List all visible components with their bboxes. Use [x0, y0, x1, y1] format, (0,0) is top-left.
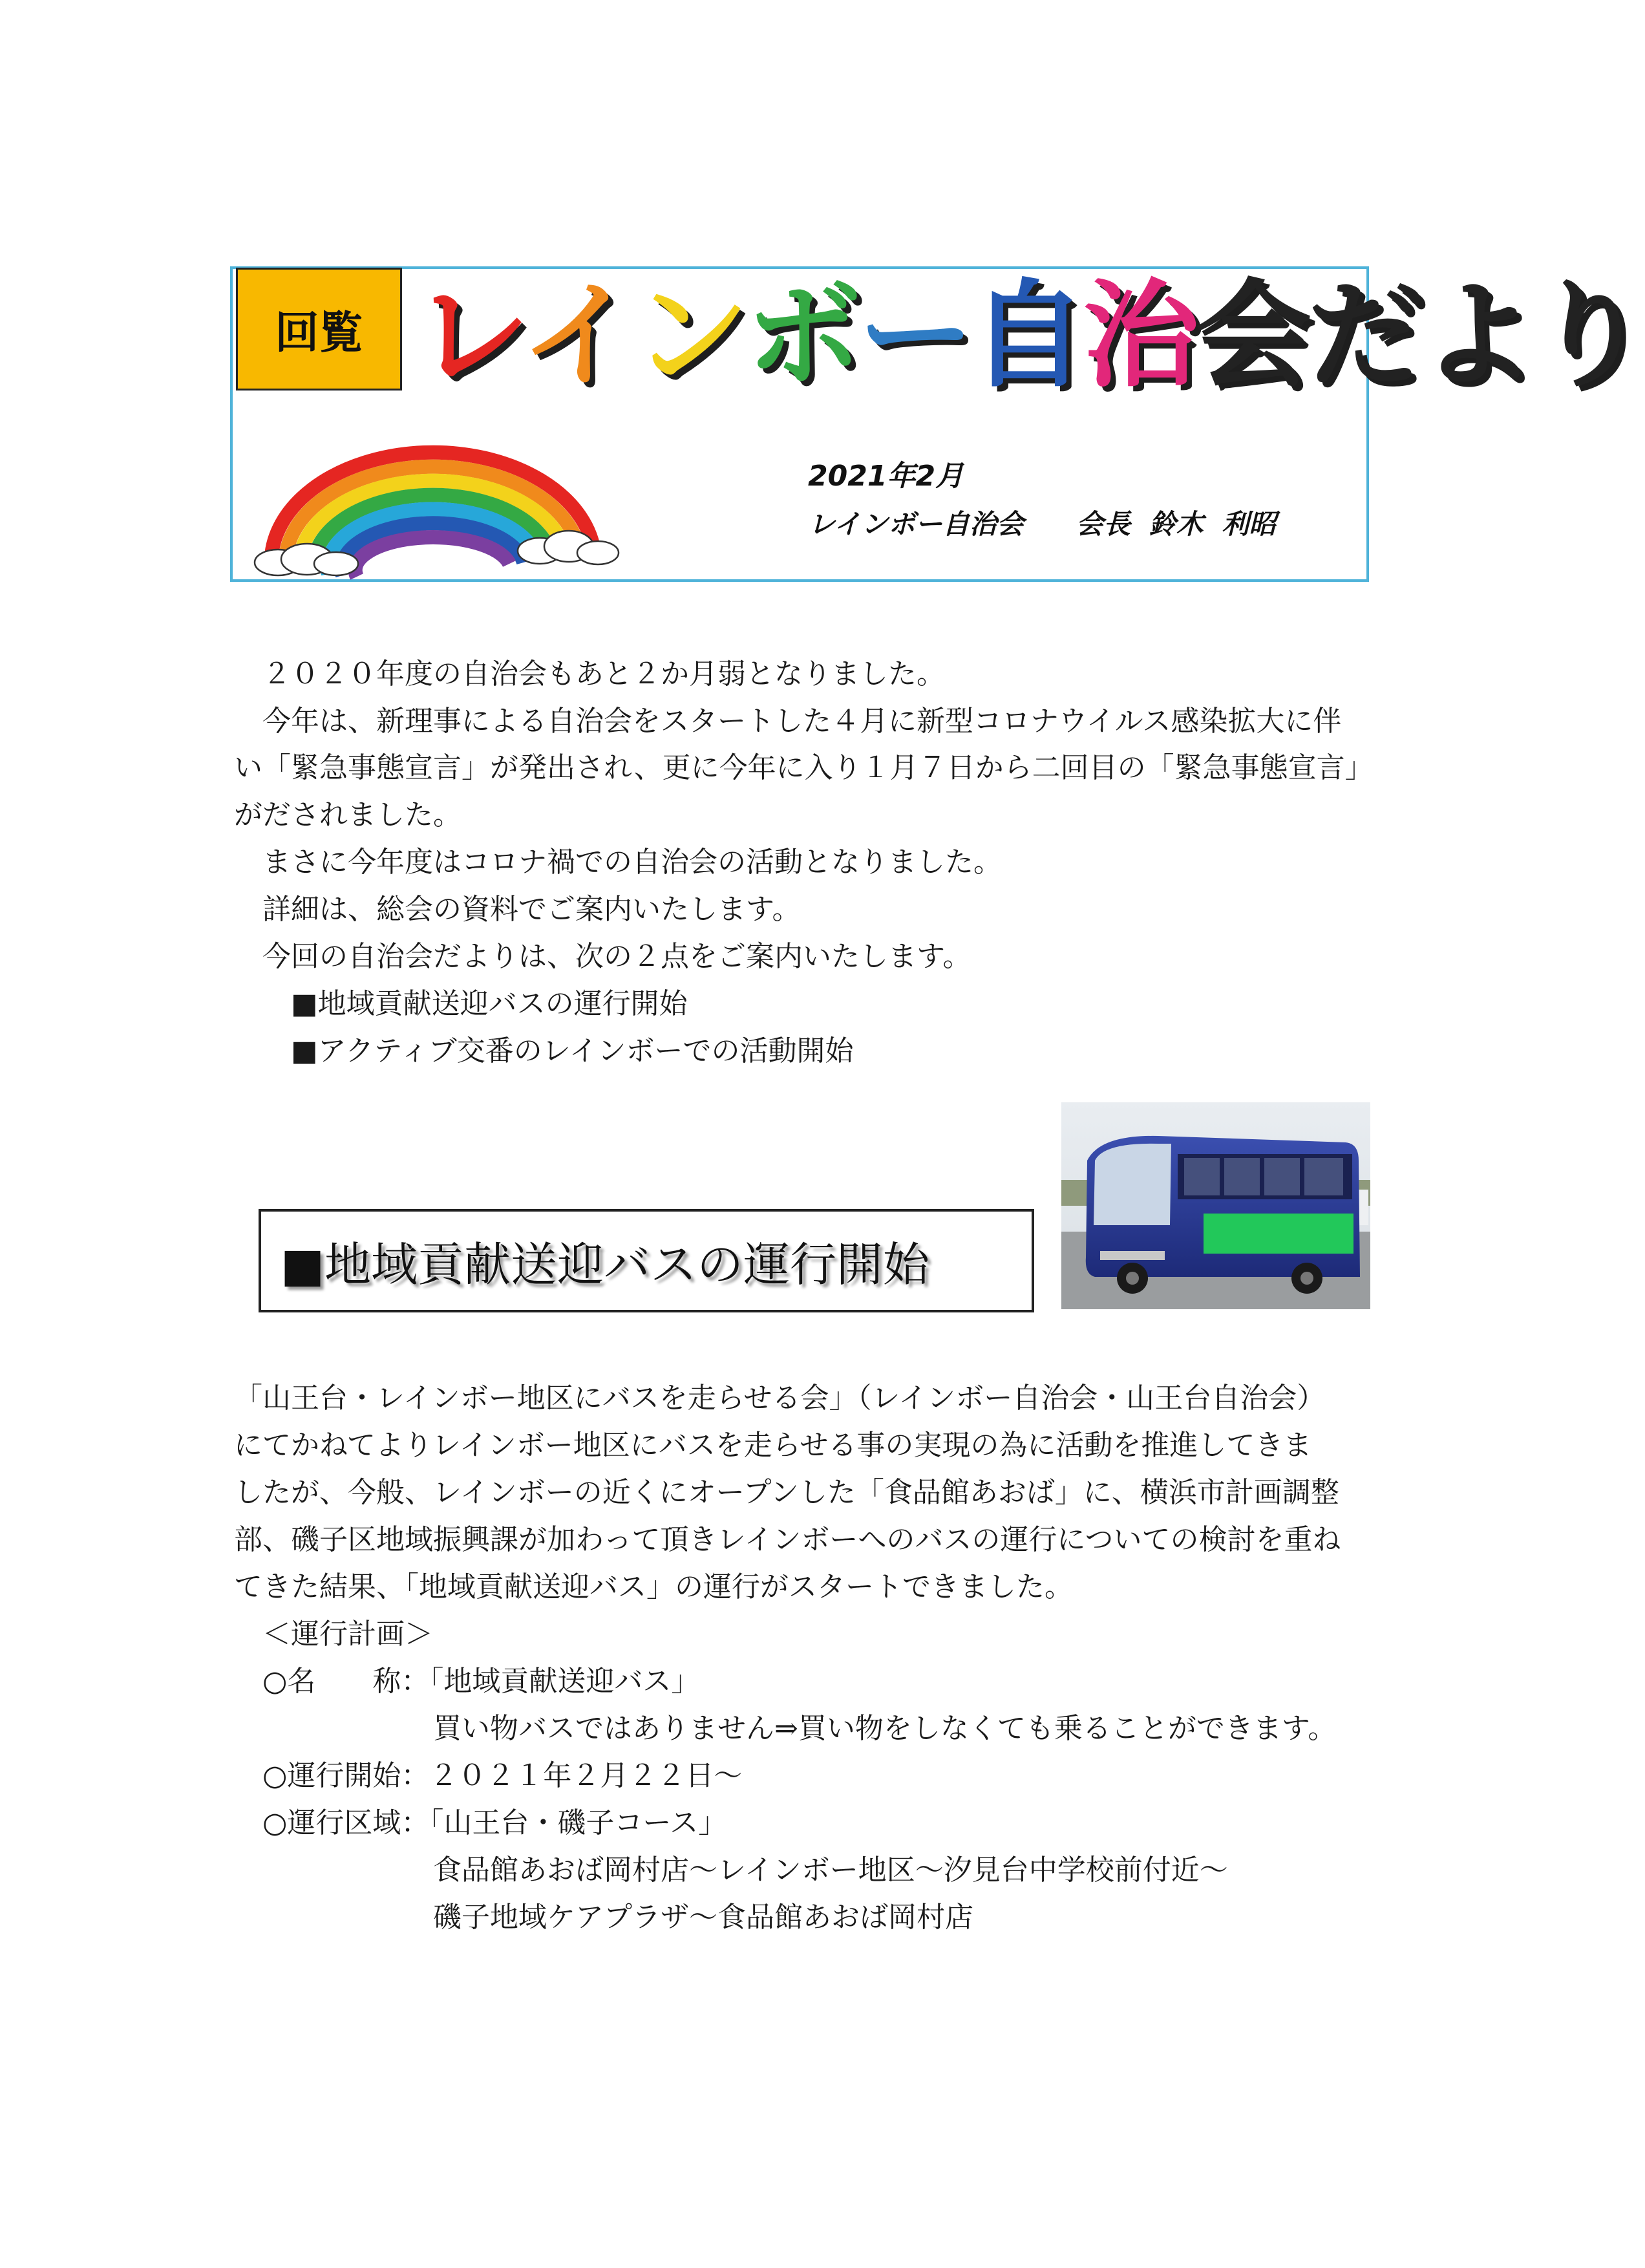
plan-item-start: ○運行開始：２０２１年２月２２日～	[234, 1759, 743, 1792]
plan-route-line: 食品館あおば岡村店～レインボー地区～汐見台中学校前付近～	[234, 1854, 1228, 1887]
intro-line: まさに今年度はコロナ禍での自治会の活動となりました。	[234, 846, 1002, 879]
intro-line: 今年は、新理事による自治会をスタートした４月に新型コロナウイルス感染拡大に伴	[234, 705, 1342, 738]
circulation-badge: 回覧	[236, 268, 402, 390]
title-char: よ	[1420, 268, 1533, 403]
rainbow-illustration	[246, 453, 621, 575]
title-char: 会	[1195, 268, 1308, 403]
title-char: レ	[414, 268, 521, 403]
intro-line: がだされました。	[234, 798, 462, 831]
section-body-line: したが、今般、レインボーの近くにオープンした「食品館あおば」に、横浜市計画調整	[234, 1476, 1339, 1509]
title-char: ー	[858, 268, 971, 403]
title-char: ン	[633, 268, 746, 403]
plan-heading: ＜運行計画＞	[234, 1618, 433, 1651]
plan-item-area: ○運行区域：「山王台・磯子コース」	[234, 1806, 727, 1839]
title-char: ボ	[745, 268, 858, 403]
organization-name: レインボー自治会	[808, 508, 1024, 540]
bus-photo	[1061, 1102, 1370, 1309]
title-char: 治	[1083, 268, 1196, 403]
section-body-line: 「山王台・レインボー地区にバスを走らせる会」（レインボー自治会・山王台自治会）	[234, 1382, 1326, 1415]
intro-line: 詳細は、総会の資料でご案内いたします。	[234, 893, 801, 926]
section-body-line: にてかねてよりレインボー地区にバスを走らせる事の実現の為に活動を推進してきま	[234, 1429, 1312, 1462]
newsletter-title	[414, 268, 1645, 403]
section-heading: ■地域貢献送迎バスの運行開始	[259, 1209, 1034, 1312]
plan-route-line: 磯子地域ケアプラザ～食品館あおば岡村店	[234, 1901, 973, 1934]
intro-line: ２０２０年度の自治会もあと２か月弱となりました。	[234, 658, 945, 690]
intro-bullet: ■アクティブ交番のレインボーでの活動開始	[234, 1034, 854, 1067]
plan-item-name: ○名 称：「地域貢献送迎バス」	[234, 1665, 700, 1698]
title-char: だ	[1308, 268, 1421, 403]
intro-line: い「緊急事態宣言」が発出され、更に今年に入り１月７日から二回目の「緊急事態宣言」	[234, 751, 1374, 784]
intro-bullet: ■地域貢献送迎バスの運行開始	[234, 987, 688, 1020]
intro-line: 今回の自治会だよりは、次の２点をご案内いたします。	[234, 940, 971, 973]
title-char: 自	[970, 268, 1083, 403]
section-body-line: てきた結果、「地域貢献送迎バス」の運行がスタートできました。	[234, 1570, 1073, 1603]
title-char: り	[1533, 268, 1645, 403]
title-char: イ	[520, 268, 633, 403]
section-body-line: 部、磯子区地域振興課が加わって頂きレインボーへのバスの運行についての検討を重ね	[234, 1523, 1341, 1556]
president-name: 会長 鈴木 利昭	[1076, 508, 1277, 540]
issue-date: 2021年2月	[808, 460, 964, 493]
plan-item-note: 買い物バスではありません⇒買い物をしなくても乗ることができます。	[234, 1712, 1337, 1745]
